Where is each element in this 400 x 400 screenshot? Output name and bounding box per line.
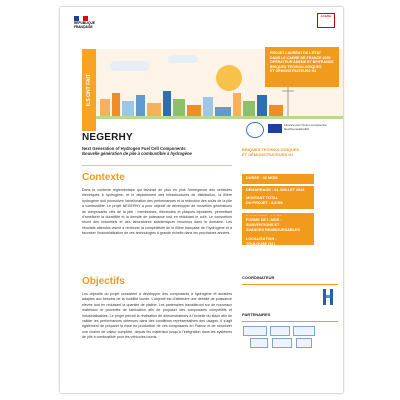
partners-label: PARTENAIRES <box>242 312 271 317</box>
funding-logos <box>242 120 338 140</box>
coordinator-label: COORDINATEUR <box>242 275 275 280</box>
partner-logo <box>243 326 267 336</box>
partner-logo <box>250 338 268 348</box>
project-subtitle <box>82 146 232 157</box>
document-page <box>60 7 343 393</box>
coordinator-logo <box>323 289 333 305</box>
divider <box>242 284 338 285</box>
subtitle-en: Next Generation of Hydrogen Fuel Cell Components <box>82 146 186 151</box>
france-relance-logo <box>246 122 264 138</box>
info-start: DÉMARRAGE : 01 JUILLET 2022 <box>242 186 314 196</box>
ami-line: PROJET LAURÉAT DE L’ÉTAT <box>270 51 322 55</box>
eu-funding-text: Financé par l’Union européenne NextGenerationEU <box>284 123 327 131</box>
divider <box>82 165 232 166</box>
side-band <box>82 49 96 131</box>
republic-line-2: FRANÇAISE <box>74 24 93 29</box>
info-form-line: SUBVENTIONS ET <box>246 222 280 227</box>
info-amount-line: DU PROJET : 5,5 M€ <box>246 200 283 205</box>
side-band-text: ILS ONT FAIT <box>86 74 92 106</box>
info-form-line: AVANCES REMBOURSABLES <box>246 227 301 232</box>
briques-line: ET DÉMONSTRATEURS H2 <box>242 152 294 157</box>
partner-logo <box>270 326 290 336</box>
context-paragraph: Dans le contexte réglementaire qui favorise de plus en plus l’émergence des véhicules électriques à hydrogène, et le déploiement des infrastructures de distribution, la filière hydrogène doit poursuivre l’amélioration des performances et la réduction des coûts de la pile à combustible. Le projet NEGERHY a pour objectif de développer de nouvelles générations de composants clés de la pile : membranes, électrodes et plaques bipolaires, permettant d’améliorer la durabilité et la densité de puissance tout en réduisant le coût. Le consortium réunit des industriels et des laboratoires académiques reconnus dans le domaine. Les résultats attendus visent à renforcer la compétitivité de la filière française de l’hydrogène et à favoriser l’industrialisation de ces technologies à grande échelle dans les prochaines années. <box>82 188 232 236</box>
subtitle-fr: Nouvelle génération de pile à combustible à hydrogène <box>82 151 192 157</box>
partner-logo <box>293 326 315 336</box>
info-duration: DURÉE : 36 MOIS <box>242 174 314 184</box>
info-form-line: FORME DE L’AIDE : <box>246 218 282 222</box>
ami-callout <box>265 47 339 87</box>
republique-francaise-logo <box>74 16 110 30</box>
briques-line: BRIQUES TECHNOLOGIQUES <box>242 147 300 152</box>
context-heading: Contexte <box>82 172 125 183</box>
info-location <box>242 235 314 245</box>
cloud-shape <box>110 61 150 71</box>
cloud-shape <box>168 55 198 63</box>
project-title: NEGERHY <box>82 132 133 143</box>
info-location-line: TOULOUSE (31) <box>246 241 275 246</box>
ami-line: DANS LE CADRE DE FRANCE 2030 <box>270 55 331 60</box>
info-amount <box>242 194 314 209</box>
info-amount-line: MONTANT TOTAL <box>246 196 279 200</box>
eu-flag-icon <box>268 124 282 133</box>
ademe-logo: ADEME <box>317 13 335 28</box>
briques-label <box>242 147 336 157</box>
ami-line: OPÉRATEUR ADEME ET BPIFRANCE <box>270 60 334 65</box>
ami-line: BRIQUES TECHNOLOGIQUES <box>270 64 322 69</box>
city-skyline <box>96 85 343 119</box>
divider <box>242 321 338 322</box>
partner-logo <box>296 338 312 348</box>
objectives-paragraph: Les objectifs du projet consistent à développer des composants à hydrogène et durables adaptés aux besoins de la mobilité lourde. L’objectif est d’atteindre une densité de puissance élevée tout en réduisant la quantité de platine. Les partenaires travailleront sur de nouveaux matériaux et procédés de fabrication afin de proposer des composants compétitifs et industrialisables. Le projet prévoit la réalisation de démonstrateurs à l’échelle du stack afin de valider les performances obtenues dans des conditions représentatives des usages. Il s’agit également de préparer la mise en production de ces composants en France et de structurer une chaîne de valeur complète, depuis les matériaux jusqu’à l’intégration dans les systèmes de pile à combustible pour les véhicules lourds. <box>82 292 232 340</box>
partner-logo <box>272 338 292 348</box>
republic-line-1: RÉPUBLIQUE <box>74 21 95 25</box>
objectives-heading: Objectifs <box>82 276 125 287</box>
info-location-line: LOCALISATION : <box>246 237 277 241</box>
ami-line: ET DÉMONSTRATEURS H2 <box>270 69 317 74</box>
